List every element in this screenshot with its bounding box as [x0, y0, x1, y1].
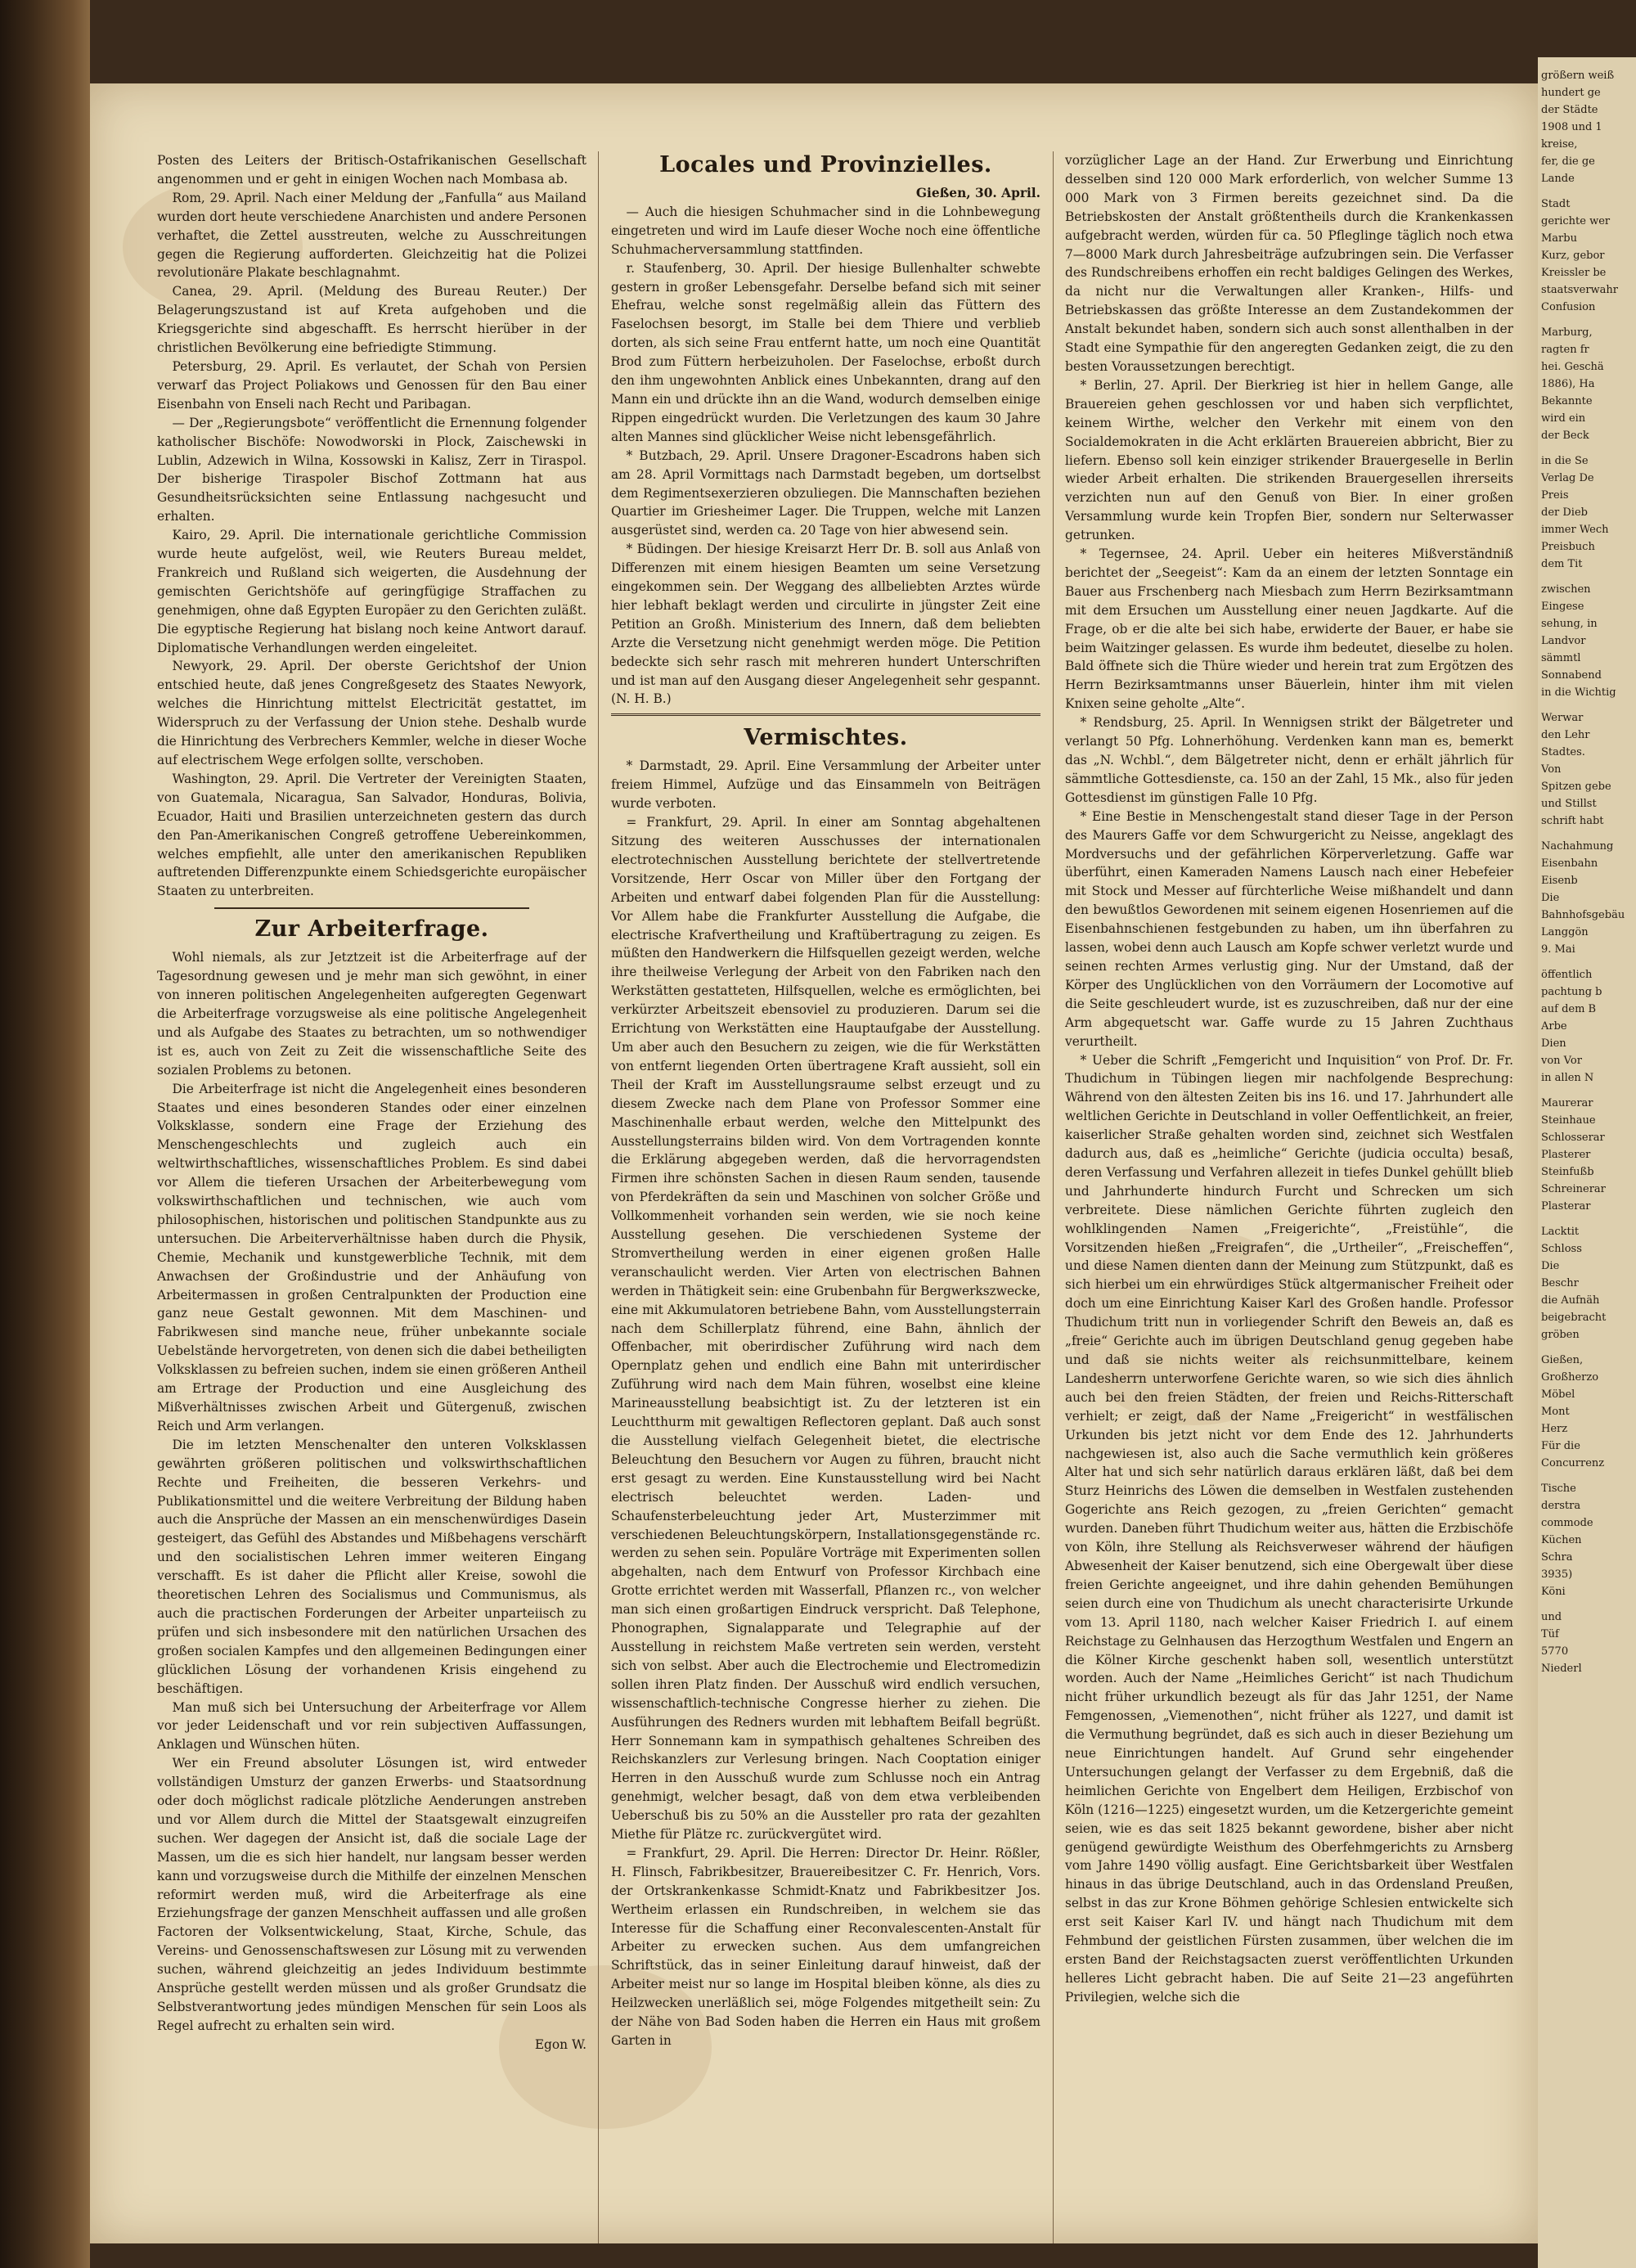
adjacent-page-text: den Lehr — [1541, 729, 1590, 741]
adjacent-page-text: in die Wichtig — [1541, 686, 1616, 699]
heading-vermischtes: Vermischtes. — [744, 725, 908, 751]
adjacent-page-text: Kurz, gebor — [1541, 250, 1605, 262]
paragraph: * Berlin, 27. April. Der Bierkrieg ist hier in hellem Gange, alle Brauereien gehen geschlossen vor und haben sich verpflichtet, keinem Wirthe, welcher den Verkehr mit einem von den Socialdemokraten in die Acht erklärten Brauereien abbricht, Bier zu liefern. Ebenso soll kein einziger strikender Brauergeselle in Berlin wieder Arbeit erhalten. Die strikenden Brauergesellen ihrerseits verzichten nun auf den Genuß von Bier. In einer großen Versammlung wurde kein Tropfen Bier, sondern nur Selterwasser getrunken. — [1065, 377, 1513, 543]
paragraph: Petersburg, 29. April. Es verlautet, der Schah von Persien verwarf das Project Poliakows und Genossen für den Bau einer Eisenbahn von Enseli nach Recht und Paribagan. — [157, 358, 587, 412]
dateline: Gießen, 30. April. — [915, 186, 1040, 200]
adjacent-page-text: Bekannte — [1541, 395, 1593, 407]
adjacent-page-text: Großherzo — [1541, 1371, 1599, 1384]
paragraph: = Frankfurt, 29. April. Die Herren: Director Dr. Heinr. Rößler, H. Flinsch, Fabrikbesitzer, Brauereibesitzer C. Fr. Henrich, Vors. der Ortskrankenkasse Schmidt-Knatz und Fabrikbesitzer Jos. Wertheim erlassen ein Rundschreiben, in welchem sie das Interesse für die Schaffung einer Reconvalescenten-Anstalt für Arbeiter zu erwecken suchen. Aus dem umfangreichen Schriftstück, das in seiner Einleitung darauf hinweist, daß der Arbeiter meist nur so lange im Hospital bleiben könne, als dies zu Heilzwecken unerläßlich sei, möge Folgendes mitgetheilt sein: Zu der Nähe von Bad Soden haben die Herren ein Haus mit großem Garten in — [611, 1845, 1040, 2048]
adjacent-page-text: Concurrenz — [1541, 1457, 1605, 1469]
adjacent-page-text: und — [1541, 1611, 1562, 1623]
adjacent-page-text: 3935) — [1541, 1568, 1573, 1581]
adjacent-page-text: Gießen, — [1541, 1354, 1584, 1366]
paragraph: Canea, 29. April. (Meldung des Bureau Reuter.) Der Belagerungszustand ist auf Kreta aufgehoben und die Kriegsgerichte sind abgeschafft. Es herrscht hierüber in der christlichen Bevölkerung eine befriedigte Stimmung. — [157, 284, 587, 356]
paragraph: * Büdingen. Der hiesige Kreisarzt Herr Dr. B. soll aus Anlaß von Differenzen mit einem hiesigen Beamten um seine Versetzung eingekommen sein. Der Weggang des allbeliebten Arztes würde hier lebhaft beklagt werden und circulirte in jüngster Zeit eine Petition an Großh. Ministerium des Innern, daß dem beliebten Arzte die Versetzung nicht genehmigt werden möge. Die Petition bedeckte sich sehr rasch mit mehreren hundert Unterschriften und ist man auf den Ausgang dieser Angelegenheit sehr gespannt. (N. H. B.) — [611, 542, 1040, 707]
article-arbeiterfrage — [157, 948, 587, 2036]
adjacent-page-text: Möbel — [1541, 1388, 1575, 1401]
adjacent-page-text: fer, die ge — [1541, 155, 1595, 168]
adjacent-page-text: hei. Geschä — [1541, 361, 1604, 373]
adjacent-page-text: Mont — [1541, 1406, 1570, 1418]
paragraph: Kairo, 29. April. Die internationale gerichtliche Commission wurde heute aufgelöst, weil, wie Reuters Bureau meldet, Frankreich und Rußland sich weigerten, die Ausdehnung der gemischten Gerichtshöfe auf geringfügige Straffachen zu genehmigen, ohne daß Egypten Europäer zu den Gerichten zuläßt. Die egyptische Regierung hat bislang noch keine Antwort darauf. Diplomatische Verhandlungen werden eingeleitet. — [157, 528, 587, 655]
adjacent-page-text: Die — [1541, 892, 1560, 904]
adjacent-page-text: gröben — [1541, 1329, 1580, 1341]
adjacent-page-text: 9. Mai — [1541, 943, 1575, 956]
adjacent-page-text: Bahnhofsgebäu — [1541, 909, 1625, 921]
adjacent-page-text: Marburg, — [1541, 326, 1593, 339]
adjacent-page-text: Schlosserar — [1541, 1132, 1605, 1144]
adjacent-page-text: Maurerar — [1541, 1097, 1593, 1109]
adjacent-page-text: 1908 und 1 — [1541, 121, 1602, 133]
heading-locales: Locales und Provinzielles. — [659, 152, 992, 178]
paragraph: * Eine Bestie in Menschengestalt stand dieser Tage in der Person des Maurers Gaffe vor dem Schwurgericht zu Neisse, angeklagt des Mordversuchs und der gefährlichen Körperverletzung. Gaffe war überführt, einen Kameraden Namens Lausch nach einer Hebefeier mit Stock und Messer auf fürchterliche Weise mißhandelt und dann den bewußtlos Gewordenen mit seinem eigenen Hosenriemen auf die Eisenbahnschienen festgebunden zu haben, um ihn überfahren zu lassen, wobei denn auch Lausch am Kopfe schwer verletzt wurde und seinen rechten Armes verlustig ging. Nur der Umstand, daß der Körper des Unglücklichen von den Vorräumern der Locomotive auf die Seite geschleudert wurde, ist es zuzuschreiben, daß nur der eine Arm abgequetscht war. Gaffe wurde zu 15 Jahren Zuchthaus verurtheilt. — [1065, 808, 1513, 1049]
adjacent-page-text: Eisenb — [1541, 875, 1578, 887]
adjacent-page-text: Die — [1541, 1260, 1560, 1272]
book-gutter — [0, 0, 90, 2268]
adjacent-page-text: Werwar — [1541, 712, 1584, 724]
adjacent-page-text: Niederl — [1541, 1663, 1582, 1675]
adjacent-page-text: Arbe — [1541, 1020, 1567, 1033]
adjacent-page-text: sehung, in — [1541, 618, 1598, 630]
adjacent-page-text: Schra — [1541, 1551, 1573, 1564]
paragraph: Die im letzten Menschenalter den unteren Volksklassen gewährten größeren politischen und volkswirthschaftlichen Rechte und Freiheiten, die besseren Verkehrs- und Publikationsmittel und die weitere Verbreitung der Bildung haben auch die Ansprüche der Massen an ein menschenwürdiges Dasein gesteigert, das Gefühl des Abstandes und Mißbehagens verschärft und den socialistischen Lehren immer weiteren Eingang verschafft. Es ist daher die Pflicht aller Kreise, sowohl die theoretischen Lehren des Socialismus und Communismus, als auch die practischen Forderungen der Arbeiter unparteiisch zu prüfen und sich insbesondere mit den natürlichen Ursachen des großen socialen Kampfes und den allgemeinen Bedingungen einer glücklichen Lösung der vorhandenen Krisis eingehend zu beschäftigen. — [157, 1437, 587, 1696]
adjacent-page-text: 1886), Ha — [1541, 378, 1595, 390]
adjacent-page-text: pachtung b — [1541, 986, 1602, 998]
adjacent-page-text: öffentlich — [1541, 969, 1593, 981]
adjacent-page-text: immer Wech — [1541, 524, 1609, 536]
adjacent-page-text: Sonnabend — [1541, 669, 1602, 682]
adjacent-page-text: der Dieb — [1541, 506, 1588, 519]
adjacent-page-text: Langgön — [1541, 926, 1589, 938]
adjacent-page-text: größern weiß — [1541, 70, 1615, 82]
adjacent-page-text: Herz — [1541, 1423, 1568, 1435]
adjacent-page-text: Plasterar — [1541, 1200, 1591, 1213]
paragraph: = Frankfurt, 29. April. In einer am Sonntag abgehaltenen Sitzung des weiteren Ausschusses der internationalen electrotechnischen Ausstellung berichtete der stellvertretende Vorsitzende, Herr Oscar von Miller über den Fortgang der Arbeiten und entwarf dabei folgenden Plan für die Ausstellung: Vor Allem habe die Frankfurter Ausstellung die Aufgabe, die electrische Krafvertheilung und Kraftübertragung zu zeigen. Es müßten den Handwerkern die Hilfsquellen gezeigt werden, welche ihre theilweise Verlegung der Arbeit von den Fabriken nach den Werkstätten gestatteten, Hilfsquellen, welche es ermöglichten, bei verkürzter Arbeitszeit ebensoviel zu produzieren. Darum sei die Errichtung von Werkstätten eine Hauptaufgabe der Ausstellung. Um aber auch den Besuchern zu zeigen, wie die für Werkstätten von entfernt liegenden Orten übertragene Kraft aussieht, soll ein Theil der Kraft im Ausstellungsraume selbst erzeugt und zu diesem Zwecke nach dem Plane von Professor Sommer eine Maschinenhalle erbaut werden, welche den Mittelpunkt des Ausstellungsterrains bilden wird. Von dem Vortragenden konnte die Erklärung abgegeben werden, daß die hervorragendsten Firmen ihre schönsten Sachen in diesen Raum senden, tausende von Pferdekräften da sein und Maschinen von solcher Größe und Vollkommenheit vorhanden sein werden, wie sie noch keine Ausstellung gesehen. Die verschiedenen Systeme der Stromvertheilung werden in einer eigenen großen Halle veranschaulicht werden. Vier Arten von electrischen Bahnen werden in Thätigkeit sein: eine Grubenbahn für Bergwerkszwecke, eine mit Akkumulatoren betriebene Bahn, vom Ausstellungsterrain nach dem Schillerplatz führend, eine Bahn, ähnlich der Offenbacher, mit oberirdischer Zuführung wird nach dem Opernplatz gehen und endlich eine Bahn mit unterirdischer Zuführung wird nach dem Main führen, woselbst eine kleine Marineausstellung beabsichtigt ist. Zu der letzteren ist ein Leuchtthurm mit gewaltigen Reflectoren geplant. Daß auch sonst die Ausstellung vielfach Gelegenheit bietet, die electrische Beleuchtung den Besuchern vor Augen zu führen, braucht nicht erst gesagt zu werden. Eine Kunstausstellung wird bei Nacht electrisch beleuchtet werden. Laden- und Schaufensterbeleuchtung jeder Art, Musterzimmer mit verschiedenen Beleuchtungskörpern, Installationsgegenstände rc. werden zu sehen sein. Populäre Vorträge mit Experimenten sollen abgehalten, nach dem Entwurf von Professor Kirchbach eine Grotte errichtet werden mit Wasserfall, Pflanzen rc., von welcher man sich einen großartigen Eindruck verspricht. Daß Telephone, Phonographen, Signalapparate und Telegraphie auf der Ausstellung in reichstem Maße vertreten sein werden, versteht sich von selbst. Aber auch die Electrochemie und Electromedizin sollen ihren Platz finden. Der Ausschuß wird endlich versuchen, wissenschaftlich-technische Congresse hierher zu ziehen. Die Ausführungen des Redners wurden mit lebhaftem Beifall begrüßt. Herr Sonnemann kam in sympathisch gehaltenes Schreiben des Reichskanzlers zur Verlesung bringen. Nach Cooptation einiger Herren in den Ausschuß wurde zum Schlusse noch ein Antrag genehmigt, welcher besagt, daß von dem etwa verbleibenden Ueberschuß bis zu 50% an die Aussteller pro rata der gezahlten Miethe für Plätze rc. zurückvergütet wird. — [611, 815, 1040, 1843]
adjacent-page-text: Landvor — [1541, 635, 1586, 647]
adjacent-page-text: Dien — [1541, 1037, 1566, 1050]
adjacent-page-text: derstra — [1541, 1500, 1581, 1512]
adjacent-page-text: Eisenbahn — [1541, 857, 1598, 870]
adjacent-page-text: Kreissler be — [1541, 267, 1607, 279]
paragraph: * Darmstadt, 29. April. Eine Versammlung der Arbeiter unter freiem Himmel, Aufzüge und das Einsammeln von Beiträgen wurde verboten. — [611, 758, 1040, 812]
paragraph: Washington, 29. April. Die Vertreter der Vereinigten Staaten, von Guatemala, Nicaragua, San Salvador, Honduras, Bolivia, Ecuador, Haiti und Brasilien unterzeichneten gestern das durch den Pan-Amerikanischen Congreß getroffene Uebereinkommen, welches empfiehlt, alle unter den amerikanischen Republiken auftretenden Differenzpunkte einem Schiedsgerichte europäischer Staaten zu unterbreiten. — [157, 771, 587, 899]
adjacent-page-text: Stadt — [1541, 198, 1571, 210]
paragraph: Man muß sich bei Untersuchung der Arbeiterfrage vor Allem vor jeder Leidenschaft und vor rein subjectiven Auffassungen, Anklagen und Wünschen hüten. — [157, 1699, 587, 1753]
news-telegrams — [157, 151, 587, 901]
paragraph: Die Arbeiterfrage ist nicht die Angelegenheit eines besonderen Staates und eines besonderen Standes oder einer einzelnen Volksklasse, sondern eine Frage der Erziehung des Menschengeschlechts und zugleich auch ein weltwirthschaftliches, wissenschaftliches Problem. Es sind dabei vor Allem die tieferen Ursachen der Arbeiterbewegung vom volkswirthschaftlichen und technischen, wie auch vom philosophischen, historischen und politischen Standpunkte aus zu untersuchen. Die Arbeiterverhältnisse haben durch die Physik, Chemie, Mechanik und kunstgewerbliche Technik, mit dem Anwachsen der Großindustrie und der Anhäufung von Arbeitermassen in großen Centralpunkten der Production eine ganz neue Gestalt gewonnen. Mit dem Maschinen- und Fabrikwesen sind manche neue, früher unbekannte sociale Uebelstände hervorgetreten, von denen sich die dabei betheiligten Volksklassen zu befreien suchen, indem sie einen größeren Antheil am Ertrage der Production und eine Ausgleichung des Mißverhältnisses zwischen Arbeit und Gütergenuß, zwischen Reich und Arm verlangen. — [157, 1081, 587, 1433]
adjacent-page-text: staatsverwahr — [1541, 284, 1619, 296]
paragraph: * Rendsburg, 25. April. In Wennigsen strikt der Bälgetreter und verlangt 50 Pfg. Lohnerhöhung. Verdenken kann man es, bemerkt das „N. Wchbl.“, dem Bälgetreter nicht, denn er erhält jährlich für sämmtliche Gottesdienste, ca. 150 an der Zahl, 15 Mk., also für jeden Gottesdienst im günstigen Falle 10 Pfg. — [1065, 715, 1513, 805]
adjacent-page-text: Lande — [1541, 173, 1575, 185]
paragraph: * Tegernsee, 24. April. Ueber ein heiteres Mißverständniß berichtet der „Seegeist“: Kam da an einem der letzten Sonntage ein Bauer aus Frschenberg nach Miesbach zum Herrn Bezirksamtmann mit dem Ersuchen um Ausstellung einer neuen Jagdkarte. Auf die Frage, ob er die alte bei sich habe, erwiderte der Bauer, er habe sie beim Waitzinger gelassen. Es wurde ihm bedeutet, dieselbe zu holen. Bald öffnete sich die Thüre wieder und herein trat zum Ergötzen des Herrn Bezirksamtmanns unser Bäuerlein, hinter ihm mit vielen Knixen seine geholte „Alte“. — [1065, 547, 1513, 712]
adjacent-page-text: Verlag De — [1541, 472, 1594, 484]
paragraph: Wohl niemals, als zur Jetztzeit ist die Arbeiterfrage auf der Tagesordnung gewesen und je mehr man sich gewöhnt, in einer von inneren politischen Angelegenheiten aufgeregten Gegenwart die Arbeiterfrage vorzugsweise als eine politische Angelegenheit und als Aufgabe des Staates zu betrachten, um so nothwendiger ist es, auch von Zeit zu Zeit die wissenschaftliche Seite des sozialen Problems zu betonen. — [157, 950, 587, 1078]
paragraph: * Ueber die Schrift „Femgericht und Inquisition“ von Prof. Dr. Fr. Thudichum in Tübingen liegen mir nachfolgende Besprechung: Während von den ältesten Zeiten bis ins 16. und 17. Jahrhundert alle weltlichen Gerichte in Deutschland in voller Oeffentlichkeit, an freier, kaiserlicher Straße gehalten worden sind, zeichnet sich Westfalen dadurch aus, daß es „heimliche“ Gerichte (judicia occulta) besaß, deren Verfassung und Verfahren allezeit in tiefes Dunkel gehüllt blieb und Jahrhunderte hindurch Furcht und Schrecken um sich verbreitete. Diese nämlichen Gerichte führten zugleich den wohlklingenden Namen „Freigerichte“, „Freistühle“, die Vorsitzenden hießen „Freigrafen“, die „Urtheiler“, „Freischeffen“, und diese Namen dienten dann der Meinung zum Stützpunkt, daß es sich hierbei um ein ehrwürdiges Stück altgermanischer Freiheit oder doch um eine Einrichtung Kaiser Karl des Großen handle. Professor Thudichum tritt nun in vorliegender Schrift den Beweis an, daß es „freie“ Gerichte auch im übrigen Deutschland genug gegeben habe und daß sie nichts weiter als reichsunmittelbare, keinem Landesherrn unterworfene Gerichte waren, so wie sich dies ähnlich auch bei den freien Städten, der freien und Reichs-Ritterschaft verhielt; er zeigt, daß der Name „Freigericht“ in westfälischen Urkunden bis jetzt nicht vor dem Ende des 12. Jahrhunderts nachgewiesen ist, also auch die Sache vermuthlich kein größeres Alter hat und sich sehr natürlich daraus erklären läßt, daß bei dem Sturz Heinrichs des Löwen die demselben in Westfalen zustehenden Gogerichte ans Reich gezogen, zu „freien Gerichten“ gemacht wurden. Daneben führt Thudichum weiter aus, hätten die Erzbischöfe von Köln, ihre Stellung als Reichsverweser während der häufigen Abwesenheit der Kaiser benutzend, sich eine Obergewalt über diese freien Gerichte angeeignet, und ihre dahin gehenden Bemühungen seien durch eine von Thudichum als unecht characterisirte Urkunde vom 13. April 1180, nach welcher Kaiser Friedrich I. auf einem Reichstage zu Gelnhausen das Herzogthum Westfalen und Engern an die Kölner Kirche geschenkt haben soll, wesentlich unterstützt worden. Auch der Name „Heimliches Gericht“ ist nach Thudichum nicht früher urkundlich bezeugt als für das Jahr 1251, der Name Femgenossen, „Viemenothen“, nicht früher als 1227, und damit ist die Vermuthung begründet, daß es sich auch in dieser Beziehung um neue Einrichtungen handelt. Auf Grund sehr eingehender Untersuchungen gelangt der Verfasser zu dem Ergebniß, daß die heimlichen Gerichte von Engelbert dem Heiligen, Erzbischof von Köln (1216—1225) eingesetzt wurden, um die Ketzergerichte gemeint seien, wie es das seit 1825 bekannt gewordene, bisher aber nicht genügend gewürdigte Weisthum des Oberfehmgerichts zu Arnsberg vom Jahre 1490 völlig ausfagt. Eine Gerichtsbarkeit über Westfalen hinaus in das übrige Deutschland, auch in das Ordensland Preußen, selbst in das zur Krone Böhmen gehörige Schlesien entwickelte sich erst seit Kaiser Karl IV. und hängt nach Thudichum mit dem Fehmbund der geistlichen Fürsten zusammen, über welchen die im ersten Band der Reichstagsacten zuerst veröffentlichten Urkunden helleres Licht gebracht haben. Die auf Seite 21—23 angeführten Privilegien, welche sich die — [1065, 1052, 1513, 2005]
adjacent-page-text: dem Tit — [1541, 558, 1583, 570]
paragraph: vorzüglicher Lage an der Hand. Zur Erwerbung und Einrichtung desselben sind 120 000 Mark erforderlich, von welcher Summe 13 000 Mark von 3 Firmen bereits gezeichnet sind. Da die Betriebskosten der Anstalt größtentheils durch die Krankenkassen aufgebracht werden, würden für ca. 50 Pfleglinge täglich noch etwa 7—8000 Mark durch Jahresbeiträge aufzubringen sein. Die Verfasser des Rundschreibens erhoffen ein recht baldiges Gelingen des Werkes, da nicht nur die Verwaltungen aller Kranken-, Hilfs- und Betriebskassen das größte Interesse an dem Zustandekommen der Anstalt bekundet haben, sondern sich auch sonst allenthalben in der Stadt eine Sympathie für den angeregten Gedanken zeigt, die zu den besten Voraussetzungen berechtigt. — [1065, 153, 1513, 374]
adjacent-page-text: Eingese — [1541, 601, 1584, 613]
adjacent-page-text: der Beck — [1541, 430, 1589, 442]
column-rule — [598, 151, 599, 2243]
adjacent-page-text: auf dem B — [1541, 1003, 1597, 1015]
column-1 — [157, 151, 587, 2243]
local-news — [611, 203, 1040, 709]
adjacent-page-text: Spitzen gebe — [1541, 781, 1611, 793]
section-divider — [611, 713, 1040, 716]
paragraph: * Butzbach, 29. April. Unsere Dragoner-Escadrons haben sich am 28. April Vormittags nach Darmstadt begeben, um dortselbst dem Regimentsexerzieren obzuliegen. Die Mannschaften beziehen Quartier im Griesheimer Lager. Die Truppen, welche mit Lanzen ausgerüstet sind, werden ca. 20 Tage von hier abwesend sein. — [611, 448, 1040, 538]
adjacent-page-text: Schreinerar — [1541, 1183, 1606, 1195]
adjacent-page-text: Confusion — [1541, 301, 1596, 313]
heading-arbeiterfrage: Zur Arbeiterfrage. — [254, 916, 489, 943]
adjacent-page-text: beigebracht — [1541, 1312, 1607, 1324]
adjacent-page-text: zwischen — [1541, 583, 1591, 596]
paragraph: — Der „Regierungsbote“ veröffentlicht die Ernennung folgender katholischer Bischöfe: Nowodworski in Plock, Zaischewski in Lublin, Adzewich in Wilna, Kossowski in Kalisz, Zerr in Tiraspol. Der bisherige Tiraspoler Bischof Zottmann hat aus Gesundheitsrücksichten seine Entlassung nachgesucht und erhalten. — [157, 415, 587, 524]
adjacent-page-text: hundert ge — [1541, 87, 1601, 99]
adjacent-page-text: schrift habt — [1541, 815, 1604, 827]
column-3 — [1065, 151, 1513, 2243]
adjacent-page-text: Stadtes. — [1541, 746, 1585, 758]
adjacent-page-text: Plasterer — [1541, 1149, 1591, 1161]
adjacent-page-text: wird ein — [1541, 412, 1586, 425]
paragraph: Rom, 29. April. Nach einer Meldung der „Fanfulla“ aus Mailand wurden dort heute verschiedene Anarchisten und andere Personen verhaftet, die Zettel ausstreuten, welche zu Ausschreitungen gegen die Regierung aufforderten. Gleichzeitig hat die Polizei revolutionäre Plakate beschlagnahmt. — [157, 190, 587, 281]
adjacent-page-strip — [1538, 57, 1636, 2268]
adjacent-page-text: die Aufnäh — [1541, 1294, 1600, 1307]
column-rule — [1053, 151, 1054, 2243]
adjacent-page-text: Steinfußb — [1541, 1166, 1594, 1178]
adjacent-page-text: commode — [1541, 1517, 1593, 1529]
paragraph: Newyork, 29. April. Der oberste Gerichtshof der Union entschied heute, daß jenes Congreßgesetz des Staates Newyork, welches die Hinrichtung mittelst Electricität gestattet, im Widerspruch zu der Verfassung der Union stehe. Deshalb wurde die Hinrichtung des Verbrechers Kemmler, welche in dieser Woche auf electrischem Wege erfolgen sollte, verschoben. — [157, 659, 587, 767]
adjacent-page-text: Preis — [1541, 489, 1569, 502]
author-signature: Egon W. — [534, 2036, 587, 2052]
paragraph: Wer ein Freund absoluter Lösungen ist, wird entweder vollständigen Umsturz der ganzen Erwerbs- und Staatsordnung oder doch möglichst radicale plötzliche Aenderungen anstreben und vor Allem durch die Mittel der Staatsgewalt einzugreifen suchen. Wer dagegen der Ansicht ist, daß die sociale Lage der Massen, um die es sich hier handelt, nur langsam besser werden kann und vorzugsweise durch die Mithilfe der einzelnen Menschen reformirt werden muß, wird die Arbeiterfrage als eine Erziehungsfrage der ganzen Menschheit auffassen und alle großen Factoren der Volksentwickelung, Staat, Kirche, Schule, das Vereins- und Genossenschaftswesen zur Lösung mit zu verwenden suchen, während gleichzeitig an jedes Individuum bestimmte Ansprüche gestellt werden müssen und als großer Grundsatz die Selbstverantwortung jedes mündigen Menschen für sein Loos als Regel aufrecht zu erhalten sein wird. — [157, 1756, 587, 2033]
adjacent-page-text: Preisbuch — [1541, 541, 1595, 553]
adjacent-page-text: in allen N — [1541, 1072, 1594, 1084]
adjacent-page-text: der Städte — [1541, 104, 1598, 116]
miscellaneous-news-continued — [1065, 151, 1513, 2007]
paragraph: r. Staufenberg, 30. April. Der hiesige Bullenhalter schwebte gestern in großer Lebensgefahr. Derselbe befand sich mit seiner Ehefrau, welche sonst regelmäßig allein das Füttern des Faselochsen besorgt, im Stalle bei dem Thiere und verblieb dorten, als sich seine Frau entfernt hatte, um noch eine Quantität Brod zum Füttern herbeizuholen. Der Faselochse, erboßt durch den ihm ungewohnten Anblick eines Unbekannten, drang auf den Mann ein und drückte ihn an die Wand, wodurch demselben einige Rippen eingedrückt wurden. Die Verletzungen des kaum 30 Jahre alten Mannes sind glücklicher Weise nicht lebensgefährlich. — [611, 260, 1040, 444]
paragraph: Posten des Leiters der Britisch-Ostafrikanischen Gesellschaft angenommen und er geht in einigen Wochen nach Mombasa ab. — [157, 153, 587, 187]
paragraph: — Auch die hiesigen Schuhmacher sind in die Lohnbewegung eingetreten und wird im Laufe dieser Woche noch eine öffentliche Schuhmacherversammlung stattfinden. — [611, 204, 1040, 257]
adjacent-page-text: von Vor — [1541, 1055, 1582, 1067]
adjacent-page-text: Marbu — [1541, 232, 1577, 245]
adjacent-page-text: 5770 — [1541, 1645, 1569, 1658]
adjacent-page-text: Tische — [1541, 1483, 1576, 1495]
adjacent-page-text: ragten fr — [1541, 344, 1589, 356]
adjacent-page-text: in die Se — [1541, 455, 1589, 467]
adjacent-page-text: und Stillst — [1541, 798, 1597, 810]
adjacent-page-text: Nachahmung — [1541, 840, 1614, 853]
adjacent-page-text: Für die — [1541, 1440, 1580, 1452]
adjacent-page-text: Küchen — [1541, 1534, 1582, 1546]
adjacent-page-text: Steinhaue — [1541, 1114, 1596, 1127]
adjacent-page-text: Beschr — [1541, 1277, 1579, 1289]
adjacent-page-text: Lacktit — [1541, 1226, 1580, 1238]
adjacent-page-text: sämmtl — [1541, 652, 1581, 664]
adjacent-page-text: Schloss — [1541, 1243, 1582, 1255]
miscellaneous-news — [611, 757, 1040, 2050]
adjacent-page-text: gerichte wer — [1541, 215, 1611, 227]
adjacent-page-text: Tüf — [1541, 1628, 1559, 1640]
column-2 — [611, 151, 1040, 2243]
section-divider — [214, 907, 529, 909]
adjacent-page-text: kreise, — [1541, 138, 1578, 151]
adjacent-page-text: Von — [1541, 763, 1562, 776]
adjacent-page-text: Köni — [1541, 1586, 1566, 1598]
